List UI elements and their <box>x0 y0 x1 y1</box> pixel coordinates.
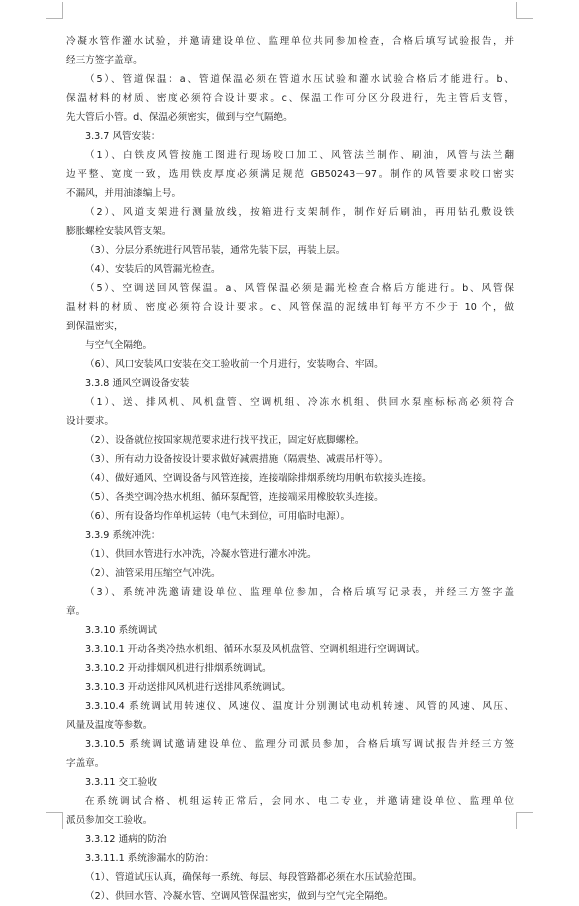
crop-mark-bottom-left <box>46 812 63 829</box>
crop-mark-top-right <box>516 2 533 19</box>
text-line: （3）、所有动力设备按设计要求做好减震措施（隔震垫、减震吊杆等）。 <box>85 454 389 465</box>
text-line: 保温材料的材质、密度必须符合设计要求。c、保温工作可分区分段进行，先主管后支管， <box>66 93 514 104</box>
text-line: （2）、风道支架进行测量放线，按箱进行支架制作，制作好后刷油，再用钻孔敷设铁 <box>85 207 514 218</box>
text-line: （2）、供回水管、冷凝水管、空调风管保温密实，做到与空气完全隔绝。 <box>85 891 394 902</box>
text-line: （2）、油管采用压缩空气冲洗。 <box>85 568 221 579</box>
text-line: （5）、各类空调冷热水机组、循环泵配管，连接端采用橡胶软头连接。 <box>85 492 384 503</box>
text-line: （6）、所有设备均作单机运转（电气未到位，可用临时电源）。 <box>85 511 351 522</box>
text-line: 与空气全隔绝。 <box>85 340 153 351</box>
text-line: 到保温密实， <box>66 321 124 332</box>
text-line: 派员参加交工验收。 <box>66 815 153 826</box>
text-line: 3.3.11.1 系统渗漏水的防治： <box>85 853 215 864</box>
text-line: 3.3.8 通风空调设备安装 <box>85 378 190 389</box>
text-line: 3.3.10.4 系统调试用转速仪、风速仪、温度计分别测试电动机转速、风管的风速、风压、 <box>85 701 514 712</box>
text-line: 3.3.7 风管安装： <box>85 131 161 142</box>
text-line: 3.3.12 通病的防治 <box>85 834 167 845</box>
text-line: 3.3.10.1 开动各类冷热水机组、循环水泵及风机盘管、空调机组进行空调调试。 <box>85 644 426 655</box>
text-line: 3.3.11 交工验收 <box>85 777 157 788</box>
text-line: （1）、白铁皮风管按施工图进行现场咬口加工、风管法兰制作、刷油，风管与法兰翻 <box>85 150 514 161</box>
text-line: 膨胀螺栓安装风管支架。 <box>66 226 172 237</box>
text-line: 3.3.10.2 开动排烟风机进行排烟系统调试。 <box>85 663 272 674</box>
text-line: 3.3.10.5 系统调试邀请建设单位、监理分司派员参加，合格后填写调试报告并经三方签 <box>85 739 514 750</box>
text-line: （1）、管道试压认真，确保每一系统、每层、每段管路都必须在水压试验范围。 <box>85 872 423 883</box>
text-line: （5）、空调送回风管保温。a、风管保温必须是漏光检查合格后方能进行。b、风管保 <box>85 283 514 294</box>
text-line: 温材料的材质、密度必须符合设计要求。c、风管保温的泥绒串钉每平方不少于 10 个，做 <box>66 302 514 313</box>
text-line: 设计要求。 <box>66 416 114 427</box>
text-line: （5）、管道保温：a、管道保温必须在管道水压试验和灌水试验合格后才能进行。b、 <box>85 74 514 85</box>
text-line: （2）、设备就位按国家规范要求进行找平找正，固定好底脚螺栓。 <box>85 435 365 446</box>
text-line: 风量及温度等参数。 <box>66 720 153 731</box>
text-line: （4）、做好通风、空调设备与风管连接，连接端除排烟系统均用帆布软接头连接。 <box>85 473 432 484</box>
text-line: 先大管后小管。d、保温必须密实，做到与空气隔绝。 <box>66 112 293 123</box>
text-line: 边平整、宽度一致，选用铁皮厚度必须满足规范 GB50243－97。制作的风管要求咬口密实 <box>66 169 514 180</box>
text-line: （1）、供回水管进行水冲洗，冷凝水管进行灌水冲洗。 <box>85 549 317 560</box>
text-line: 3.3.10 系统调试 <box>85 625 157 636</box>
text-line: 3.3.10.3 开动送排风风机进行送排风系统调试。 <box>85 682 291 693</box>
text-line: 冷凝水管作灌水试验，并邀请建设单位、监理单位共同参加检查，合格后填写试验报告，并 <box>66 36 514 47</box>
crop-mark-bottom-right <box>516 812 533 829</box>
text-line: 3.3.9 系统冲洗： <box>85 530 161 541</box>
text-line: （1）、送、排风机、风机盘管、空调机组、冷冻水机组、供回水泵座标标高必须符合 <box>85 397 514 408</box>
text-line: （4）、安装后的风管漏光检查。 <box>85 264 221 275</box>
text-line: （3）、分层分系统进行风管吊装，通常先装下层，再装上层。 <box>85 245 346 256</box>
text-line: （6）、风口安装风口安装在交工验收前一个月进行，安装吻合、牢固。 <box>85 359 384 370</box>
text-line: （3）、系统冲洗邀请建设单位、监理单位参加，合格后填写记录表，并经三方签字盖 <box>85 587 514 598</box>
document-body <box>66 32 514 906</box>
crop-mark-top-left <box>46 2 63 19</box>
text-line: 在系统调试合格、机组运转正常后，会同水、电二专业，并邀请建设单位、监理单位 <box>85 796 514 807</box>
text-line: 不漏风，并用油漆编上号。 <box>66 188 182 199</box>
text-line: 字盖章。 <box>66 758 105 769</box>
text-line: 章。 <box>66 606 86 617</box>
text-line: 经三方签字盖章。 <box>66 55 143 66</box>
